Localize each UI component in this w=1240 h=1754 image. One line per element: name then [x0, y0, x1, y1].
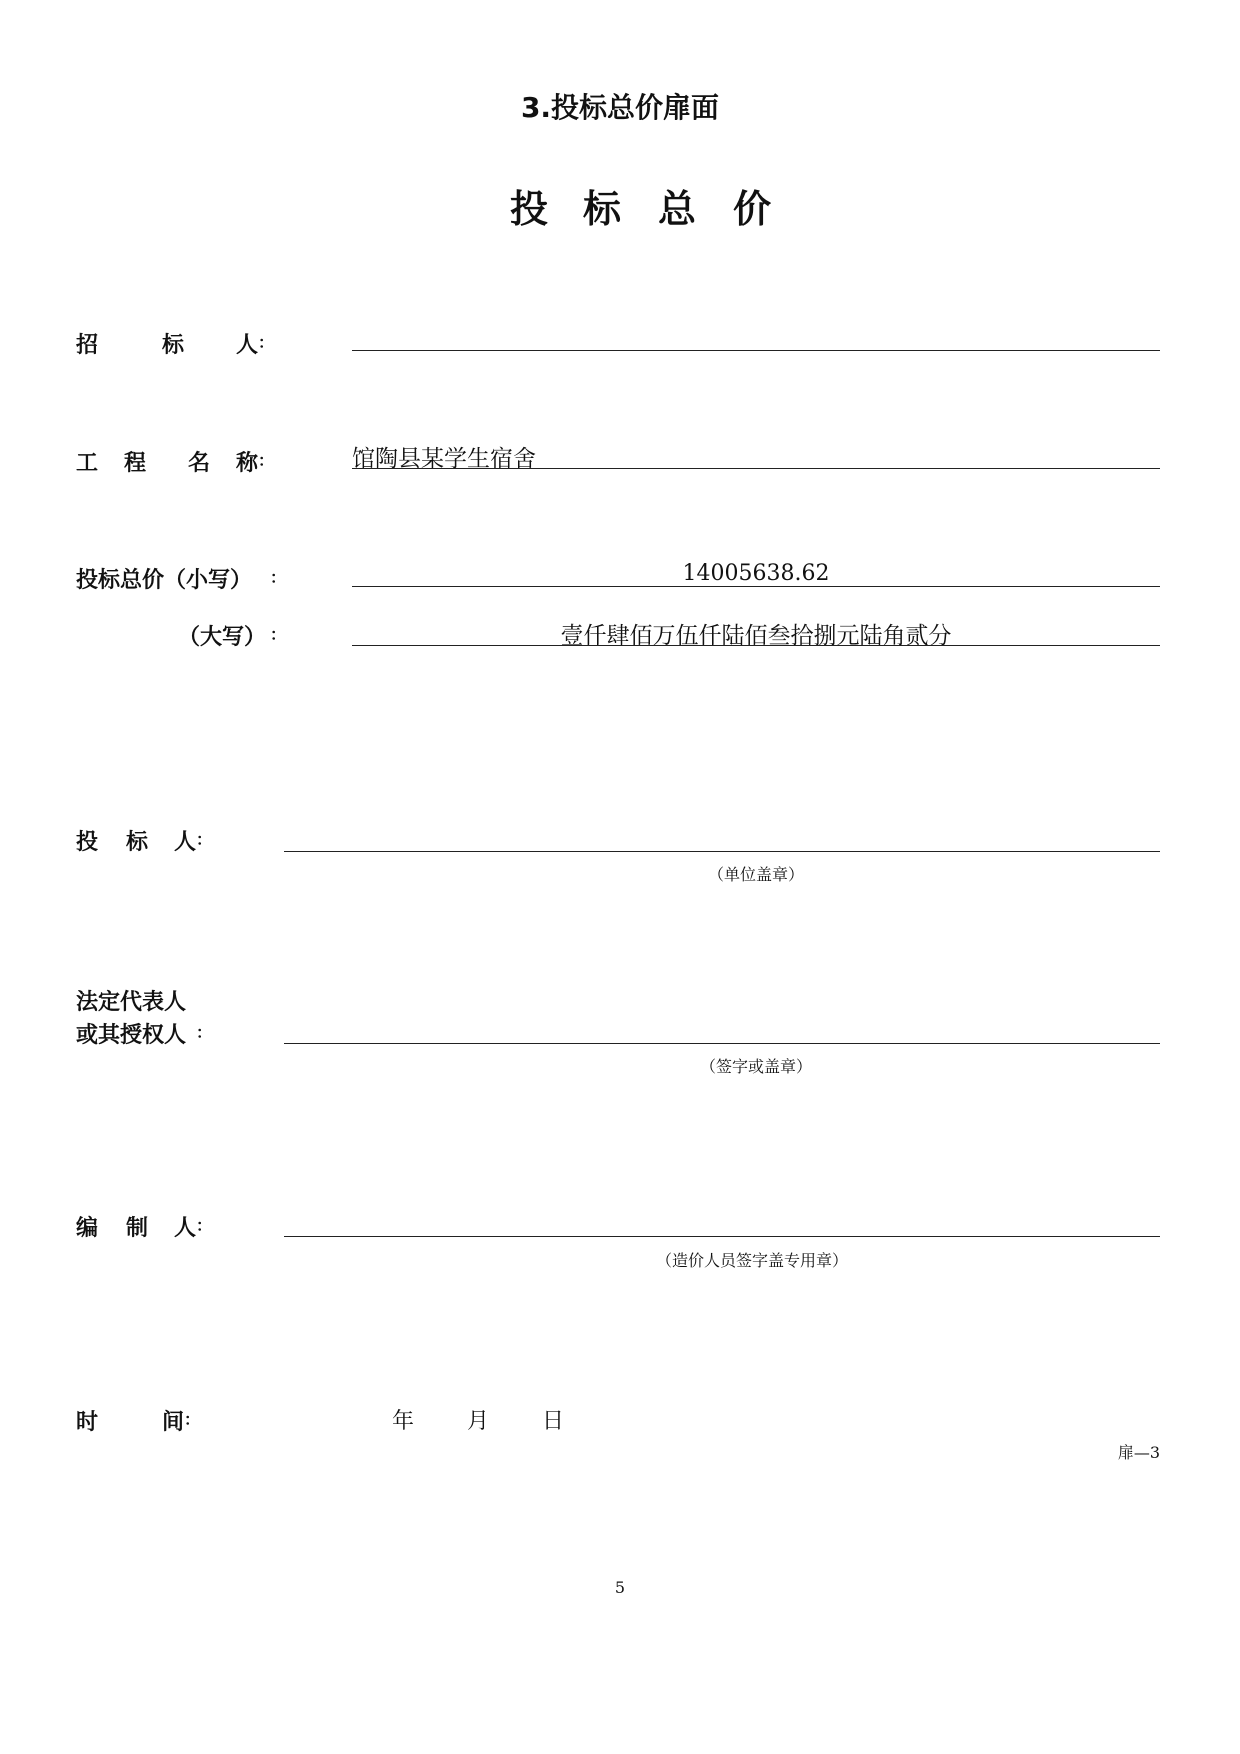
time-label-colon: ： [184, 1410, 201, 1429]
form-code: 扉—3 [1117, 1443, 1160, 1462]
project-label-char: 工 [76, 451, 99, 476]
bidder-label-char: 投 [76, 830, 99, 855]
main-title-char: 标 [583, 187, 622, 231]
time-day: 日 [542, 1409, 565, 1434]
total-lower-value: 14005638.62 [682, 561, 830, 586]
project-label-char: 程 [124, 451, 147, 476]
project-name-line [352, 468, 1160, 469]
tenderer-label-char: 人 [236, 333, 259, 358]
legal-rep-label-line2: 或其授权人 [76, 1023, 187, 1048]
main-title-char: 总 [658, 187, 697, 231]
total-upper-colon: ： [270, 625, 287, 644]
tenderer-label-char: 标 [162, 333, 185, 358]
project-label-char: 称 [236, 451, 259, 476]
tenderer-line [352, 350, 1160, 351]
bidder-label-colon: ： [196, 830, 213, 849]
legal-rep-note: （签字或盖章） [700, 1057, 813, 1076]
total-lower-label: 投标总价（小写） [76, 568, 253, 593]
bidder-note: （单位盖章） [708, 865, 805, 884]
total-upper-value: 壹仟肆佰万伍仟陆佰叁拾捌元陆角贰分 [560, 623, 952, 649]
compiler-label-char: 制 [126, 1216, 149, 1241]
compiler-label-char: 人 [174, 1216, 197, 1241]
time-month: 月 [467, 1409, 490, 1434]
section-title: 3.投标总价扉面 [520, 91, 720, 124]
total-lower-colon: ： [270, 568, 287, 587]
main-title-char: 投 [510, 187, 549, 231]
project-label-char: 名 [188, 451, 211, 476]
compiler-line [284, 1236, 1160, 1237]
page-number: 5 [614, 1578, 626, 1597]
time-label-char: 时 [76, 1410, 99, 1435]
time-year: 年 [392, 1409, 415, 1434]
tenderer-label-char: 招 [76, 333, 99, 358]
bidder-label-char: 标 [126, 830, 149, 855]
project-label-colon: ： [258, 451, 275, 470]
time-label-char: 间 [162, 1410, 185, 1435]
legal-rep-line [284, 1043, 1160, 1044]
compiler-label-char: 编 [76, 1216, 99, 1241]
project-name-value: 馆陶县某学生宿舍 [352, 446, 536, 472]
bidder-label-char: 人 [174, 830, 197, 855]
total-lower-line [352, 586, 1160, 587]
total-upper-label: （大写） [178, 625, 267, 650]
total-upper-line [352, 645, 1160, 646]
legal-rep-label-line1: 法定代表人 [76, 990, 187, 1015]
compiler-label-colon: ： [196, 1216, 213, 1235]
bidder-line [284, 851, 1160, 852]
main-title-char: 价 [733, 187, 772, 231]
tenderer-label-colon: ： [258, 333, 275, 352]
legal-rep-colon: ： [196, 1023, 213, 1042]
compiler-note: （造价人员签字盖专用章） [656, 1251, 849, 1270]
